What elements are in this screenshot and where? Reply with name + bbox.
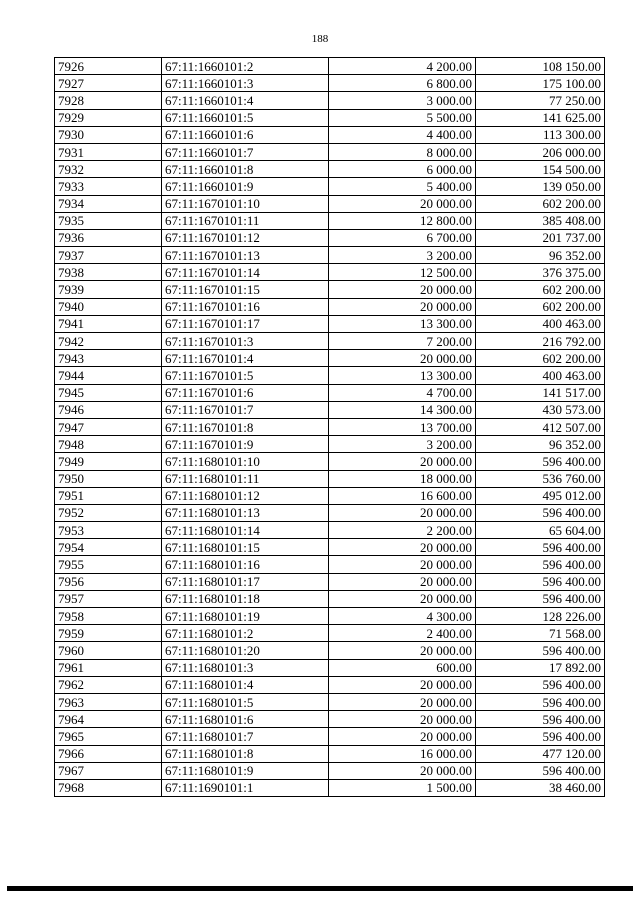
- value-cell: 602 200.00: [476, 298, 605, 315]
- area-cell: 20 000.00: [329, 298, 476, 315]
- value-cell: 154 500.00: [476, 161, 605, 178]
- cadastral-number-cell: 67:11:1680101:11: [162, 470, 329, 487]
- page-number: 188: [311, 33, 329, 45]
- area-cell: 18 000.00: [329, 470, 476, 487]
- area-cell: 20 000.00: [329, 350, 476, 367]
- value-cell: 216 792.00: [476, 333, 605, 350]
- table-row: [55, 75, 605, 92]
- table-row: [55, 728, 605, 745]
- area-cell: 1 500.00: [329, 779, 476, 796]
- area-cell: 14 300.00: [329, 401, 476, 418]
- row-number-cell: 7926: [55, 58, 162, 75]
- area-cell: 8 000.00: [329, 143, 476, 160]
- value-cell: 206 000.00: [476, 143, 605, 160]
- area-cell: 3 200.00: [329, 436, 476, 453]
- table-row: [55, 281, 605, 298]
- value-cell: 596 400.00: [476, 711, 605, 728]
- value-cell: 596 400.00: [476, 693, 605, 710]
- cadastral-number-cell: 67:11:1670101:8: [162, 418, 329, 435]
- cadastral-number-cell: 67:11:1660101:8: [162, 161, 329, 178]
- area-cell: 4 700.00: [329, 384, 476, 401]
- table-row: [55, 350, 605, 367]
- cadastral-number-cell: 67:11:1680101:4: [162, 676, 329, 693]
- row-number-cell: 7967: [55, 762, 162, 779]
- table-row: [55, 333, 605, 350]
- cadastral-number-cell: 67:11:1660101:3: [162, 75, 329, 92]
- row-number-cell: 7941: [55, 315, 162, 332]
- area-cell: 3 000.00: [329, 92, 476, 109]
- row-number-cell: 7943: [55, 350, 162, 367]
- row-number-cell: 7951: [55, 487, 162, 504]
- value-cell: 596 400.00: [476, 590, 605, 607]
- cadastral-number-cell: 67:11:1680101:17: [162, 573, 329, 590]
- cadastral-number-cell: 67:11:1670101:10: [162, 195, 329, 212]
- cadastral-number-cell: 67:11:1680101:20: [162, 642, 329, 659]
- cadastral-number-cell: 67:11:1670101:13: [162, 247, 329, 264]
- cadastral-number-cell: 67:11:1660101:2: [162, 58, 329, 75]
- cadastral-number-cell: 67:11:1680101:19: [162, 608, 329, 625]
- table-row: [55, 418, 605, 435]
- row-number-cell: 7964: [55, 711, 162, 728]
- table-row: [55, 401, 605, 418]
- value-cell: 400 463.00: [476, 315, 605, 332]
- cadastral-number-cell: 67:11:1680101:12: [162, 487, 329, 504]
- bottom-rule: [7, 886, 633, 891]
- area-cell: 20 000.00: [329, 693, 476, 710]
- area-cell: 6 800.00: [329, 75, 476, 92]
- row-number-cell: 7955: [55, 556, 162, 573]
- row-number-cell: 7933: [55, 178, 162, 195]
- cadastral-number-cell: 67:11:1680101:16: [162, 556, 329, 573]
- value-cell: 602 200.00: [476, 195, 605, 212]
- table-row: [55, 384, 605, 401]
- cadastral-number-cell: 67:11:1670101:17: [162, 315, 329, 332]
- row-number-cell: 7930: [55, 126, 162, 143]
- value-cell: 113 300.00: [476, 126, 605, 143]
- row-number-cell: 7938: [55, 264, 162, 281]
- cadastral-number-cell: 67:11:1680101:3: [162, 659, 329, 676]
- table-row: [55, 556, 605, 573]
- value-cell: 128 226.00: [476, 608, 605, 625]
- value-cell: 175 100.00: [476, 75, 605, 92]
- table-row: [55, 487, 605, 504]
- cadastral-number-cell: 67:11:1670101:11: [162, 212, 329, 229]
- table-row: [55, 264, 605, 281]
- table-row: [55, 573, 605, 590]
- area-cell: 2 400.00: [329, 625, 476, 642]
- value-cell: 596 400.00: [476, 453, 605, 470]
- row-number-cell: 7966: [55, 745, 162, 762]
- row-number-cell: 7947: [55, 418, 162, 435]
- row-number-cell: 7968: [55, 779, 162, 796]
- table-row: [55, 539, 605, 556]
- row-number-cell: 7929: [55, 109, 162, 126]
- row-number-cell: 7961: [55, 659, 162, 676]
- row-number-cell: 7945: [55, 384, 162, 401]
- area-cell: 20 000.00: [329, 676, 476, 693]
- table-row: [55, 745, 605, 762]
- area-cell: 20 000.00: [329, 711, 476, 728]
- row-number-cell: 7956: [55, 573, 162, 590]
- row-number-cell: 7944: [55, 367, 162, 384]
- area-cell: 20 000.00: [329, 504, 476, 521]
- row-number-cell: 7959: [55, 625, 162, 642]
- table-row: [55, 779, 605, 796]
- area-cell: 20 000.00: [329, 556, 476, 573]
- area-cell: 20 000.00: [329, 728, 476, 745]
- table-row: [55, 126, 605, 143]
- table-row: [55, 58, 605, 75]
- value-cell: 108 150.00: [476, 58, 605, 75]
- table-row: [55, 92, 605, 109]
- table-row: [55, 315, 605, 332]
- area-cell: 12 800.00: [329, 212, 476, 229]
- area-cell: 13 300.00: [329, 367, 476, 384]
- area-cell: 4 200.00: [329, 58, 476, 75]
- row-number-cell: 7937: [55, 247, 162, 264]
- table-row: [55, 711, 605, 728]
- value-cell: 96 352.00: [476, 247, 605, 264]
- cadastral-number-cell: 67:11:1680101:6: [162, 711, 329, 728]
- value-cell: 385 408.00: [476, 212, 605, 229]
- area-cell: 600.00: [329, 659, 476, 676]
- area-cell: 20 000.00: [329, 590, 476, 607]
- cadastral-number-cell: 67:11:1680101:13: [162, 504, 329, 521]
- area-cell: 16 000.00: [329, 745, 476, 762]
- area-cell: 2 200.00: [329, 522, 476, 539]
- row-number-cell: 7928: [55, 92, 162, 109]
- row-number-cell: 7931: [55, 143, 162, 160]
- table-row: [55, 625, 605, 642]
- cadastral-table: [54, 57, 605, 797]
- row-number-cell: 7965: [55, 728, 162, 745]
- row-number-cell: 7936: [55, 229, 162, 246]
- cadastral-number-cell: 67:11:1680101:10: [162, 453, 329, 470]
- table-row: [55, 453, 605, 470]
- area-cell: 5 500.00: [329, 109, 476, 126]
- table-row: [55, 247, 605, 264]
- cadastral-number-cell: 67:11:1670101:14: [162, 264, 329, 281]
- table-row: [55, 608, 605, 625]
- row-number-cell: 7954: [55, 539, 162, 556]
- value-cell: 38 460.00: [476, 779, 605, 796]
- table-row: [55, 642, 605, 659]
- area-cell: 6 000.00: [329, 161, 476, 178]
- table-row: [55, 109, 605, 126]
- table-row: [55, 504, 605, 521]
- cadastral-number-cell: 67:11:1680101:8: [162, 745, 329, 762]
- row-number-cell: 7962: [55, 676, 162, 693]
- area-cell: 20 000.00: [329, 642, 476, 659]
- area-cell: 20 000.00: [329, 573, 476, 590]
- cadastral-number-cell: 67:11:1680101:2: [162, 625, 329, 642]
- cadastral-number-cell: 67:11:1680101:18: [162, 590, 329, 607]
- value-cell: 17 892.00: [476, 659, 605, 676]
- row-number-cell: 7963: [55, 693, 162, 710]
- row-number-cell: 7935: [55, 212, 162, 229]
- row-number-cell: 7934: [55, 195, 162, 212]
- value-cell: 536 760.00: [476, 470, 605, 487]
- table-row: [55, 367, 605, 384]
- area-cell: 20 000.00: [329, 453, 476, 470]
- value-cell: 602 200.00: [476, 350, 605, 367]
- area-cell: 5 400.00: [329, 178, 476, 195]
- cadastral-number-cell: 67:11:1660101:4: [162, 92, 329, 109]
- value-cell: 412 507.00: [476, 418, 605, 435]
- value-cell: 596 400.00: [476, 504, 605, 521]
- row-number-cell: 7940: [55, 298, 162, 315]
- row-number-cell: 7958: [55, 608, 162, 625]
- row-number-cell: 7957: [55, 590, 162, 607]
- area-cell: 3 200.00: [329, 247, 476, 264]
- table-row: [55, 470, 605, 487]
- area-cell: 20 000.00: [329, 539, 476, 556]
- row-number-cell: 7949: [55, 453, 162, 470]
- value-cell: 596 400.00: [476, 573, 605, 590]
- value-cell: 96 352.00: [476, 436, 605, 453]
- table-row: [55, 229, 605, 246]
- table-row: [55, 762, 605, 779]
- area-cell: 6 700.00: [329, 229, 476, 246]
- area-cell: 20 000.00: [329, 762, 476, 779]
- cadastral-number-cell: 67:11:1680101:7: [162, 728, 329, 745]
- value-cell: 596 400.00: [476, 762, 605, 779]
- area-cell: 7 200.00: [329, 333, 476, 350]
- area-cell: 12 500.00: [329, 264, 476, 281]
- value-cell: 376 375.00: [476, 264, 605, 281]
- value-cell: 139 050.00: [476, 178, 605, 195]
- row-number-cell: 7942: [55, 333, 162, 350]
- value-cell: 201 737.00: [476, 229, 605, 246]
- area-cell: 4 400.00: [329, 126, 476, 143]
- cadastral-number-cell: 67:11:1670101:16: [162, 298, 329, 315]
- table-body: [55, 58, 605, 797]
- row-number-cell: 7948: [55, 436, 162, 453]
- area-cell: 4 300.00: [329, 608, 476, 625]
- table-row: [55, 212, 605, 229]
- value-cell: 596 400.00: [476, 728, 605, 745]
- cadastral-number-cell: 67:11:1670101:6: [162, 384, 329, 401]
- cadastral-number-cell: 67:11:1670101:4: [162, 350, 329, 367]
- area-cell: 13 700.00: [329, 418, 476, 435]
- table-row: [55, 693, 605, 710]
- value-cell: 400 463.00: [476, 367, 605, 384]
- row-number-cell: 7946: [55, 401, 162, 418]
- value-cell: 71 568.00: [476, 625, 605, 642]
- table-row: [55, 195, 605, 212]
- area-cell: 13 300.00: [329, 315, 476, 332]
- cadastral-number-cell: 67:11:1670101:3: [162, 333, 329, 350]
- cadastral-number-cell: 67:11:1690101:1: [162, 779, 329, 796]
- cadastral-number-cell: 67:11:1680101:5: [162, 693, 329, 710]
- cadastral-number-cell: 67:11:1680101:9: [162, 762, 329, 779]
- table-row: [55, 178, 605, 195]
- row-number-cell: 7939: [55, 281, 162, 298]
- cadastral-number-cell: 67:11:1670101:12: [162, 229, 329, 246]
- row-number-cell: 7932: [55, 161, 162, 178]
- cadastral-number-cell: 67:11:1680101:15: [162, 539, 329, 556]
- cadastral-number-cell: 67:11:1660101:5: [162, 109, 329, 126]
- value-cell: 430 573.00: [476, 401, 605, 418]
- value-cell: 596 400.00: [476, 676, 605, 693]
- value-cell: 596 400.00: [476, 556, 605, 573]
- cadastral-number-cell: 67:11:1670101:7: [162, 401, 329, 418]
- row-number-cell: 7927: [55, 75, 162, 92]
- value-cell: 141 517.00: [476, 384, 605, 401]
- row-number-cell: 7960: [55, 642, 162, 659]
- value-cell: 596 400.00: [476, 539, 605, 556]
- row-number-cell: 7953: [55, 522, 162, 539]
- table-row: [55, 659, 605, 676]
- table-row: [55, 590, 605, 607]
- cadastral-number-cell: 67:11:1660101:7: [162, 143, 329, 160]
- table-row: [55, 143, 605, 160]
- table-row: [55, 161, 605, 178]
- cadastral-number-cell: 67:11:1680101:14: [162, 522, 329, 539]
- value-cell: 65 604.00: [476, 522, 605, 539]
- row-number-cell: 7952: [55, 504, 162, 521]
- table-row: [55, 436, 605, 453]
- value-cell: 596 400.00: [476, 642, 605, 659]
- table-row: [55, 676, 605, 693]
- area-cell: 16 600.00: [329, 487, 476, 504]
- cadastral-number-cell: 67:11:1660101:9: [162, 178, 329, 195]
- value-cell: 141 625.00: [476, 109, 605, 126]
- value-cell: 77 250.00: [476, 92, 605, 109]
- value-cell: 495 012.00: [476, 487, 605, 504]
- cadastral-number-cell: 67:11:1660101:6: [162, 126, 329, 143]
- value-cell: 477 120.00: [476, 745, 605, 762]
- cadastral-number-cell: 67:11:1670101:9: [162, 436, 329, 453]
- value-cell: 602 200.00: [476, 281, 605, 298]
- table-row: [55, 522, 605, 539]
- row-number-cell: 7950: [55, 470, 162, 487]
- table-row: [55, 298, 605, 315]
- area-cell: 20 000.00: [329, 281, 476, 298]
- cadastral-number-cell: 67:11:1670101:15: [162, 281, 329, 298]
- cadastral-number-cell: 67:11:1670101:5: [162, 367, 329, 384]
- area-cell: 20 000.00: [329, 195, 476, 212]
